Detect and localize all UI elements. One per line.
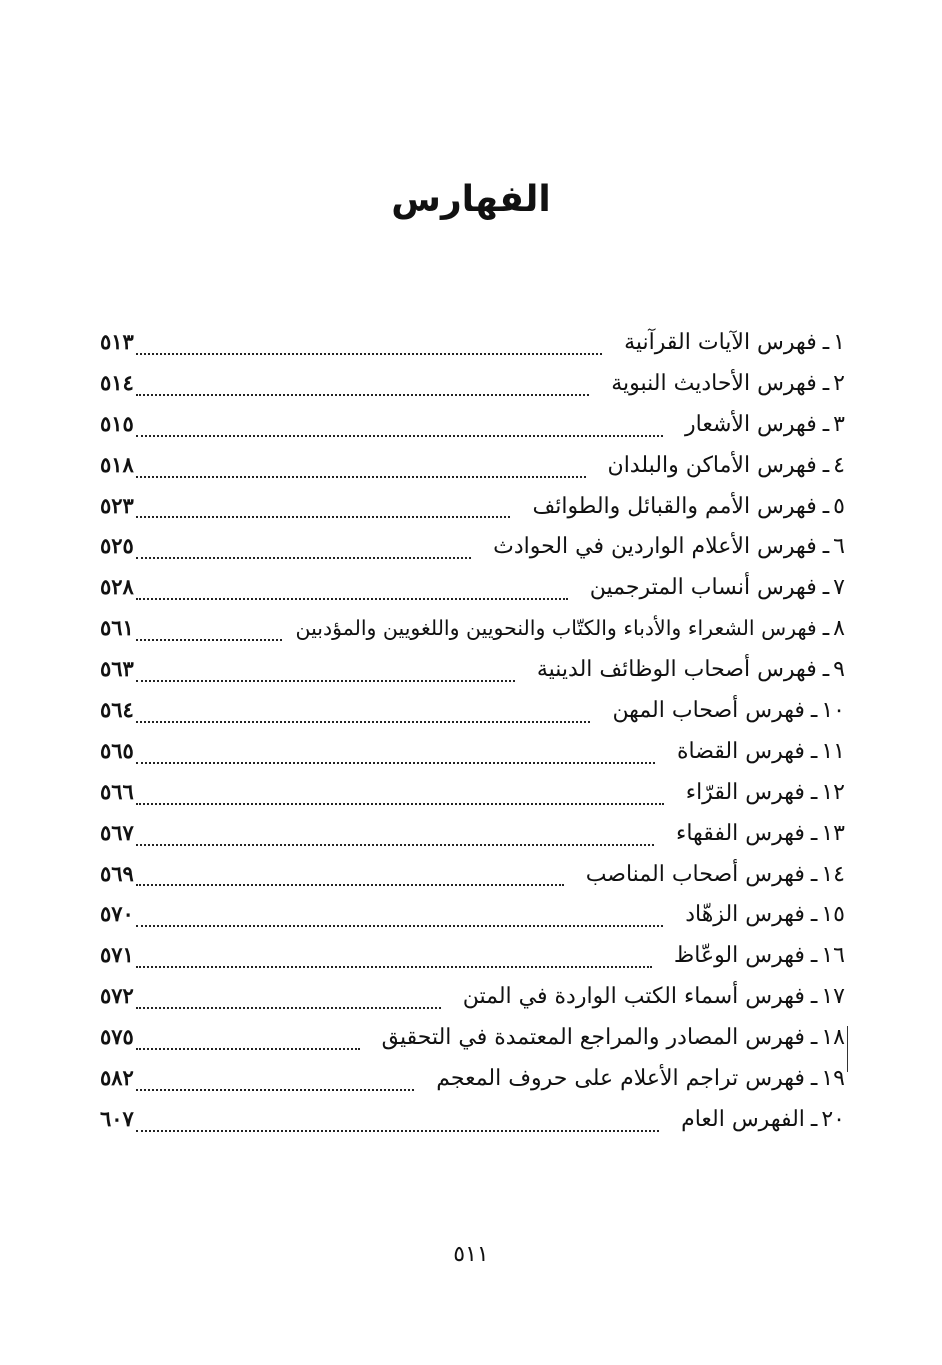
dot-leader [136, 557, 471, 559]
entry-title: فهرس الوعّاظ [673, 943, 805, 969]
entry-number: ٤ [833, 452, 845, 478]
entry-number: ٦ [833, 534, 845, 560]
entry-number: ٢ [833, 370, 845, 396]
entry-page-number: ٥١٤ [100, 369, 134, 395]
entry-page-number: ٥١٣ [100, 329, 134, 354]
entry-number: ١٥ [821, 902, 845, 928]
toc-entry [100, 608, 845, 649]
entry-page-number: ٥٢٥ [100, 533, 134, 559]
toc-entry [100, 935, 845, 976]
toc-entry [100, 1017, 845, 1058]
entry-number: ٩ [833, 657, 845, 683]
toc-entry [100, 854, 845, 895]
dot-leader [136, 966, 652, 968]
entry-separator: ـ [810, 820, 818, 846]
entry-number: ١٣ [821, 820, 845, 846]
entry-page-number: ٥٦٥ [100, 737, 134, 763]
entry-separator: ـ [822, 616, 830, 642]
entry-separator: ـ [810, 1106, 818, 1132]
entry-title: فهرس الأعلام الواردين في الحوادث [493, 534, 817, 560]
toc-entry [100, 486, 845, 527]
entry-title: فهرس الآيات القرآنية [624, 330, 817, 355]
entry-separator: ـ [810, 779, 818, 805]
dot-leader [136, 516, 511, 518]
entry-number: ١٧ [821, 984, 845, 1010]
entry-page-number: ٥٦٩ [100, 860, 134, 886]
entry-number: ١ [833, 330, 845, 355]
entry-page-number: ٥٢٨ [100, 574, 134, 600]
dot-leader [136, 1130, 659, 1132]
toc-entry [100, 731, 845, 772]
entry-separator: ـ [810, 861, 818, 887]
entry-title: فهرس الشعراء والأدباء والكتّاب والنحويين واللغويين والمؤدبين [295, 616, 817, 641]
toc-entry [100, 363, 845, 404]
dot-leader [136, 762, 655, 764]
entry-separator: ـ [822, 370, 830, 396]
entry-number: ١٩ [821, 1066, 845, 1092]
dot-leader [136, 598, 568, 600]
entry-number: ١٤ [821, 861, 845, 887]
page-number: ٥١١ [453, 1242, 489, 1267]
dot-leader [136, 844, 654, 846]
entry-separator: ـ [822, 493, 830, 519]
dot-leader [136, 1089, 414, 1091]
entry-title: فهرس أسماء الكتب الواردة في المتن [462, 984, 805, 1010]
dot-leader [136, 353, 602, 355]
entry-page-number: ٥٦١ [100, 615, 134, 641]
dot-leader [136, 680, 515, 682]
entry-title: فهرس القضاة [677, 738, 805, 764]
entry-number: ٨ [833, 616, 845, 642]
dot-leader [136, 476, 586, 478]
toc-entry [100, 567, 845, 608]
entry-page-number: ٥٦٦ [100, 778, 134, 804]
dot-leader [136, 884, 564, 886]
entry-title: فهرس الزهّاد [685, 902, 805, 928]
entry-number: ١٠ [821, 698, 845, 724]
entry-separator: ـ [822, 452, 830, 478]
entry-title: فهرس أصحاب الوظائف الدينية [536, 657, 817, 683]
toc-entry [100, 526, 845, 567]
entry-separator: ـ [810, 902, 818, 928]
dot-leader [136, 435, 663, 437]
entry-separator: ـ [810, 1025, 818, 1051]
dot-leader [136, 1007, 441, 1009]
page-title: الفهارس [391, 179, 551, 220]
entry-number: ٣ [833, 411, 845, 437]
entry-page-number: ٥٨٢ [100, 1065, 134, 1091]
entry-page-number: ٥٧٢ [100, 983, 134, 1009]
entry-title: فهرس أنساب المترجمين [589, 575, 817, 601]
entry-page-number: ٥٦٧ [100, 819, 134, 845]
entry-separator: ـ [810, 984, 818, 1010]
entry-page-number: ٥٦٤ [100, 697, 134, 723]
dot-leader [136, 803, 664, 805]
toc-entry [100, 813, 845, 854]
entry-page-number: ٥٦٣ [100, 656, 134, 682]
entry-separator: ـ [810, 698, 818, 724]
entry-separator: ـ [810, 943, 818, 969]
entry-title: فهرس أصحاب المناصب [585, 861, 805, 887]
dot-leader [136, 639, 282, 641]
entry-number: ١٢ [821, 779, 845, 805]
entry-separator: ـ [810, 1066, 818, 1092]
entry-page-number: ٥٧٠ [100, 901, 134, 927]
dot-leader [136, 394, 589, 396]
toc-entry [100, 445, 845, 486]
toc-entry [100, 649, 845, 690]
entry-title: فهرس الأماكن والبلدان [607, 452, 817, 478]
toc-entry [100, 690, 845, 731]
entry-number: ١٨ [821, 1025, 845, 1051]
entry-separator: ـ [822, 330, 830, 355]
entry-page-number: ٥٧١ [100, 942, 134, 968]
entry-number: ٧ [833, 575, 845, 601]
entry-page-number: ٦٠٧ [100, 1105, 134, 1131]
entry-title: فهرس الأحاديث النبوية [611, 370, 817, 396]
entry-page-number: ٥١٨ [100, 451, 134, 477]
table-of-contents [100, 322, 845, 1140]
toc-entry [100, 894, 845, 935]
entry-page-number: ٥٢٣ [100, 492, 134, 518]
entry-number: ١١ [821, 738, 845, 764]
toc-entry [100, 1058, 845, 1099]
entry-title: فهرس الأشعار [685, 411, 817, 437]
entry-separator: ـ [822, 534, 830, 560]
entry-number: ٢٠ [821, 1106, 845, 1132]
entry-separator: ـ [810, 738, 818, 764]
entry-number: ٥ [833, 493, 845, 519]
entry-title: فهرس القرّاء [685, 779, 805, 805]
toc-entry [100, 322, 845, 363]
dot-leader [136, 1048, 360, 1050]
dot-leader [136, 925, 663, 927]
entry-number: ١٦ [821, 943, 845, 969]
entry-separator: ـ [822, 657, 830, 683]
entry-title: الفهرس العام [681, 1106, 805, 1132]
entry-separator: ـ [822, 411, 830, 437]
entry-title: فهرس المصادر والمراجع المعتمدة في التحقيق [381, 1025, 805, 1051]
dot-leader [136, 721, 591, 723]
entry-page-number: ٥٧٥ [100, 1024, 134, 1050]
entry-separator: ـ [822, 575, 830, 601]
toc-entry [100, 1099, 845, 1140]
toc-entry [100, 976, 845, 1017]
entry-title: فهرس الأمم والقبائل والطوائف [532, 493, 817, 519]
toc-entry [100, 772, 845, 813]
entry-title: فهرس الفقهاء [676, 820, 805, 846]
toc-entry [100, 404, 845, 445]
margin-mark [847, 1026, 848, 1072]
entry-page-number: ٥١٥ [100, 410, 134, 436]
entry-title: فهرس تراجم الأعلام على حروف المعجم [436, 1066, 805, 1092]
entry-title: فهرس أصحاب المهن [612, 698, 805, 724]
